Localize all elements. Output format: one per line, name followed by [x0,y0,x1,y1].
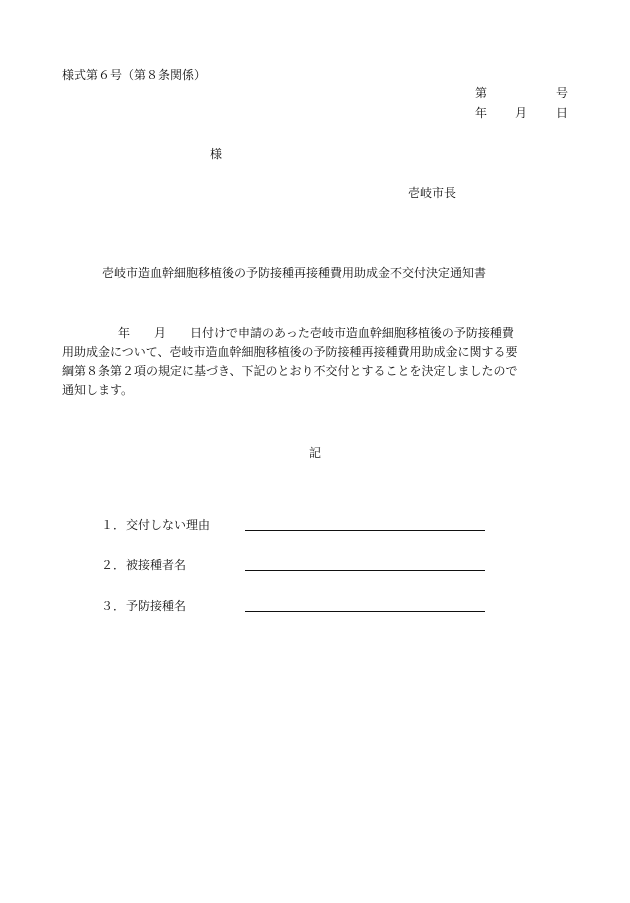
body-paragraph [62,324,582,400]
item-number: ３． [101,599,126,613]
item-number: １． [101,518,126,532]
issuer-name: 壱岐市長 [408,186,457,200]
item-label: 予防接種名 [126,599,187,613]
issue-date-month: 月 [515,106,528,120]
document-title: 壱岐市造血幹細胞移植後の予防接種再接種費用助成金不交付決定通知書 [102,266,487,280]
body-line-1 [62,324,582,343]
addressee-honorific: 様 [210,147,223,161]
item-label: 被接種者名 [126,558,187,572]
body-date-year: 年 [118,326,131,340]
body-line-3: 綱第８条第２項の規定に基づき、下記のとおり不交付とすることを決定しましたので [62,364,518,378]
issue-date-day: 日 [556,106,569,120]
form-label: 様式第６号（第８条関係） [62,68,207,82]
fill-in-line [245,611,485,612]
body-date-month: 月 [154,326,167,340]
body-line-2: 用助成金について、壱岐市造血幹細胞移植後の予防接種再接種費用助成金に関する要 [62,345,518,359]
fill-in-line [245,530,485,531]
item-label: 交付しない理由 [126,518,211,532]
body-line-4: 通知します。 [62,383,134,397]
body-line-1-text: 日付けで申請のあった壱岐市造血幹細胞移植後の予防接種費 [190,326,514,340]
document-number-prefix: 第 [475,86,488,100]
ki-heading: 記 [309,446,322,460]
fill-in-line [245,570,485,571]
item-number: ２． [101,558,126,572]
document-number-suffix: 号 [556,86,569,100]
issue-date-year: 年 [475,106,488,120]
